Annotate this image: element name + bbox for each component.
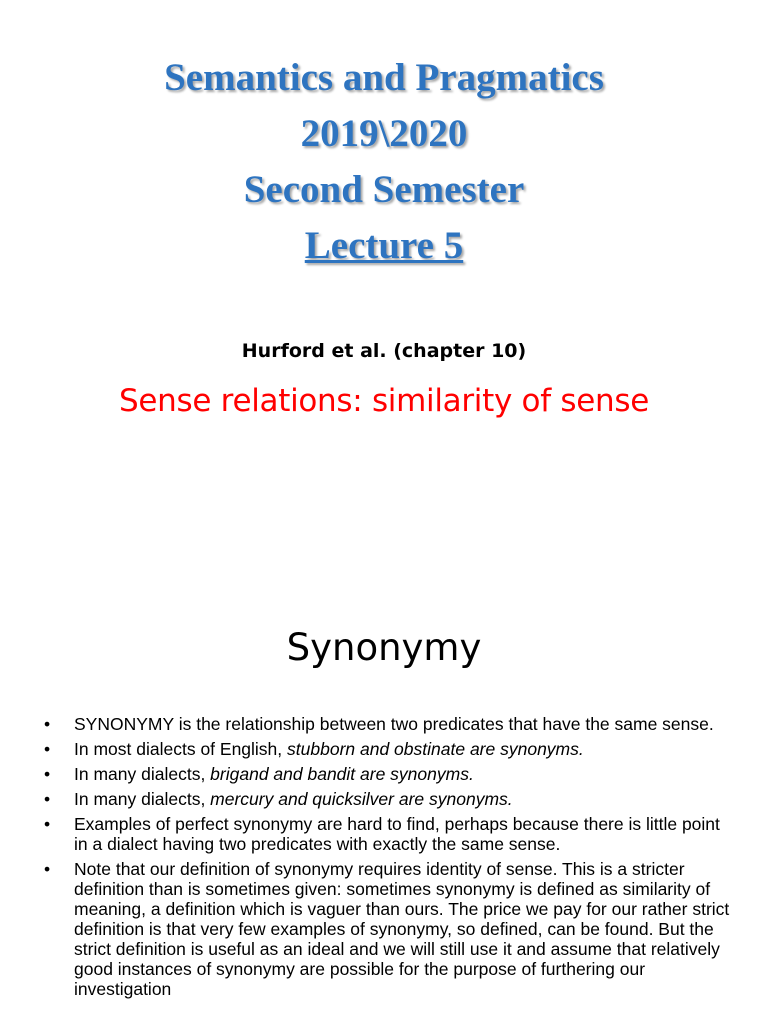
- bullet-item: • In most dialects of English, stubborn and obstinate are synonyms.: [44, 739, 734, 759]
- course-title: Semantics and Pragmatics: [164, 56, 604, 99]
- bullet-item: • In many dialects, brigand and bandit are synonyms.: [44, 764, 734, 784]
- bullet-item: • Examples of perfect synonymy are hard to find, perhaps because there is little point in a dialect having two predicates with exactly the same sense.: [44, 814, 734, 854]
- reference-subtitle: Hurford et al. (chapter 10): [241, 340, 527, 362]
- topic-title: Sense relations: similarity of sense: [119, 383, 649, 419]
- semester: Second Semester: [243, 168, 525, 211]
- slide-synonymy: [0, 576, 768, 1024]
- bullet-list: [44, 714, 734, 1004]
- bullet-item: • Note that our definition of synonymy requires identity of sense. This is a stricter definition than is sometimes given: sometimes synonymy is defined as similarity of meaning, a definition which is vaguer than ours. The price we pay for our rather strict definition is that very few examples of synonymy, so defined, can be found. But the strict definition is useful as an ideal and we will still use it and assume that relatively good instances of synonymy are possible for the purpose of furthering our investigation: [44, 859, 734, 999]
- lecture-number: Lecture 5: [304, 224, 464, 267]
- slide-heading: Synonymy: [286, 626, 482, 669]
- bullet-item: • SYNONYMY is the relationship between two predicates that have the same sense.: [44, 714, 734, 734]
- academic-year: 2019\2020: [300, 112, 468, 155]
- lecture-title: [0, 50, 768, 274]
- bullet-item: • In many dialects, mercury and quicksilver are synonyms.: [44, 789, 734, 809]
